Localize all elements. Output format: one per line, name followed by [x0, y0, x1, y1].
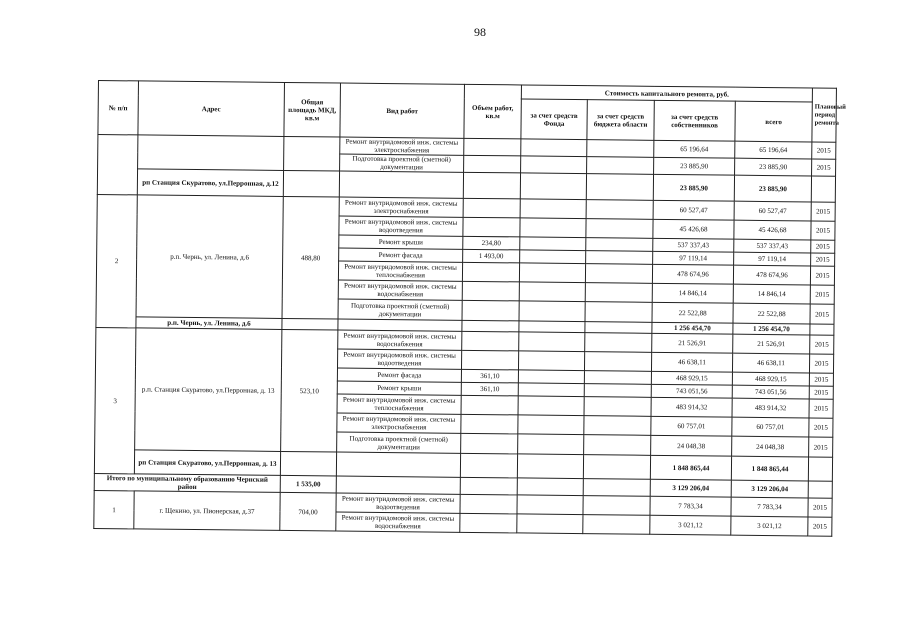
header-address: Адрес	[138, 81, 285, 137]
address-cell: г. Щекино, ул. Пионерская, д.37	[134, 491, 280, 531]
total-cell: 23 885,90	[735, 158, 812, 176]
work-cell: Ремонт внутридомовой инж. системы водоснабжения	[338, 330, 462, 350]
owners-cell: 478 674,96	[652, 264, 733, 284]
total-cell: 45 426,68	[734, 220, 811, 240]
work-cell: Ремонт внутридомовой инж. системы электроснабжения	[340, 137, 464, 155]
owners-cell: 468 929,15	[651, 371, 732, 385]
subtotal-total: 1 848 865,44	[731, 456, 808, 481]
header-period: Плановый период ремонта	[812, 88, 837, 142]
period-cell: 2015	[809, 386, 833, 399]
volume-cell	[462, 262, 519, 282]
total-cell: 21 526,91	[733, 334, 810, 354]
num-cell: 3	[94, 327, 136, 473]
header-cost-owners: за счет средств собственников	[654, 100, 735, 141]
total-cell: 743 051,56	[732, 385, 809, 399]
volume-cell	[461, 350, 518, 370]
total-cell: 537 337,43	[734, 239, 811, 253]
owners-cell: 22 522,88	[652, 302, 733, 323]
work-cell: Ремонт фасада	[337, 368, 461, 382]
owners-cell: 65 196,64	[654, 140, 735, 158]
num-cell	[97, 135, 138, 195]
header-cost-region: за счет средств бюджета области	[587, 100, 654, 141]
work-cell: Подготовка проектной (сметной) документации	[337, 432, 461, 453]
total-cell: 478 674,96	[733, 265, 810, 285]
volume-cell	[462, 331, 519, 351]
volume-cell: 361,10	[461, 382, 518, 396]
volume-cell	[461, 433, 518, 454]
total-cell: 60 527,47	[734, 201, 811, 221]
num-cell: 1	[94, 490, 134, 528]
work-cell: Ремонт внутридомовой инж. системы электроснабжения	[337, 413, 461, 433]
volume-cell	[461, 414, 518, 434]
work-cell: Ремонт внутридомовой инж. системы водоотведения	[339, 216, 463, 236]
total-cell: 65 196,64	[735, 141, 812, 159]
subtotal-owners: 23 885,90	[653, 174, 734, 201]
period-cell: 2015	[809, 437, 833, 457]
total-cell: 60 757,01	[732, 417, 809, 437]
grand-total-total: 3 129 206,04	[731, 480, 808, 498]
owners-cell: 23 885,90	[654, 157, 735, 175]
header-cost-total: всего	[735, 101, 812, 142]
page-number: 98	[474, 25, 486, 39]
period-cell: 2015	[810, 335, 834, 354]
total-cell: 22 522,88	[733, 303, 810, 324]
period-cell: 2015	[809, 354, 833, 373]
header-volume: Объем работ, кв.м	[464, 84, 522, 139]
area-cell	[284, 136, 340, 171]
work-cell: Ремонт фасада	[339, 248, 463, 262]
subtotal-total: 1 256 454,70	[733, 323, 810, 335]
owners-cell: 60 527,47	[653, 200, 734, 220]
owners-cell: 743 051,56	[651, 384, 732, 398]
work-cell: Ремонт внутридомовой инж. системы водоснабжения	[338, 280, 462, 300]
owners-cell: 24 048,38	[651, 435, 732, 456]
period-cell: 2015	[811, 202, 835, 221]
volume-cell	[461, 395, 518, 415]
document-sheet	[93, 80, 846, 604]
capital-repair-table	[93, 80, 846, 537]
grand-total-label: Итого по муниципальному образованию Чернский район	[94, 473, 280, 492]
address-cell	[138, 135, 284, 171]
subtotal-total: 23 885,90	[734, 175, 811, 202]
header-work-type: Вид работ	[340, 83, 465, 138]
period-cell: 2015	[811, 253, 835, 266]
owners-cell: 45 426,68	[653, 219, 734, 239]
work-cell: Ремонт внутридомовой инж. системы водоотведения	[337, 349, 461, 369]
area-cell: 704,00	[280, 492, 336, 531]
period-cell: 2015	[809, 399, 833, 418]
work-cell: Подготовка проектной (сметной) документации	[338, 299, 462, 320]
period-cell: 2015	[811, 221, 835, 240]
volume-cell: 234,80	[463, 236, 520, 250]
total-cell: 24 048,38	[732, 436, 809, 457]
subtotal-owners: 1 848 865,44	[650, 455, 731, 480]
area-cell: 523,10	[281, 329, 338, 452]
header-area: Общая площадь МКД, кв.м	[284, 82, 341, 137]
num-cell: 2	[96, 194, 137, 327]
owners-cell: 537 337,43	[653, 238, 734, 252]
owners-cell: 46 638,11	[651, 352, 732, 372]
work-cell: Ремонт внутридомовой инж. системы водоснабжения	[336, 512, 460, 532]
volume-cell	[462, 281, 519, 301]
period-cell: 2015	[810, 285, 834, 304]
area-cell: 488,80	[282, 196, 339, 319]
volume-cell: 1 493,00	[463, 249, 520, 263]
work-cell: Ремонт крыши	[339, 235, 463, 249]
period-cell: 2015	[812, 159, 836, 176]
owners-cell: 483 914,32	[651, 397, 732, 417]
period-cell: 2015	[809, 418, 833, 437]
period-cell: 2015	[808, 517, 832, 536]
work-cell: Ремонт внутридомовой инж. системы электроснабжения	[339, 197, 463, 217]
owners-cell: 3 021,12	[650, 515, 731, 535]
period-cell: 2015	[810, 304, 834, 324]
owners-cell: 21 526,91	[652, 333, 733, 353]
work-cell: Ремонт внутридомовой инж. системы теплоснабжения	[338, 261, 462, 281]
total-cell: 3 021,12	[731, 516, 808, 536]
header-cost-fund: за счет средств Фонда	[521, 99, 587, 140]
address-cell: р.п. Чернь, ул. Ленина, д.6	[136, 195, 283, 319]
subtotal-owners: 1 256 454,70	[652, 322, 733, 334]
total-cell: 46 638,11	[732, 353, 809, 373]
total-cell: 468 929,15	[732, 372, 809, 386]
work-cell: Ремонт крыши	[337, 381, 461, 395]
volume-cell	[462, 300, 519, 321]
period-cell: 2015	[812, 142, 836, 159]
work-cell: Ремонт внутридомовой инж. системы теплоснабжения	[337, 394, 461, 414]
period-cell: 2015	[808, 498, 832, 517]
header-num: № п/п	[98, 81, 139, 135]
volume-cell: 361,10	[461, 369, 518, 383]
subtotal-address: рп Станция Скуратово, ул.Перронная, д. 13	[134, 450, 280, 476]
total-cell: 97 119,14	[734, 252, 811, 266]
subtotal-address: р.п. Чернь, ул. Ленина, д.6	[136, 317, 282, 330]
period-cell: 2015	[811, 240, 835, 253]
header-cost-group: Стоимость капитального ремонта, руб.	[521, 85, 812, 102]
work-cell: Ремонт внутридомовой инж. системы водоотведения	[336, 493, 460, 513]
owners-cell: 14 846,14	[652, 283, 733, 303]
grand-total-area: 1 535,00	[280, 475, 336, 493]
address-cell: р.п. Станция Скуратово, ул.Перронная, д. 13	[135, 328, 282, 452]
owners-cell: 97 119,14	[653, 251, 734, 265]
volume-cell	[463, 217, 520, 237]
grand-total-owners: 3 129 206,04	[650, 479, 731, 497]
owners-cell: 7 783,34	[650, 496, 731, 516]
work-cell: Подготовка проектной (сметной) документации	[340, 154, 464, 172]
owners-cell: 60 757,01	[651, 416, 732, 436]
total-cell: 14 846,14	[733, 284, 810, 304]
volume-cell	[463, 198, 520, 218]
total-cell: 483 914,32	[732, 398, 809, 418]
period-cell: 2015	[810, 266, 834, 285]
total-cell: 7 783,34	[731, 497, 808, 517]
period-cell: 2015	[809, 373, 833, 386]
subtotal-address: рп Станция Скуратово, ул.Перронная, д.12	[137, 169, 283, 197]
